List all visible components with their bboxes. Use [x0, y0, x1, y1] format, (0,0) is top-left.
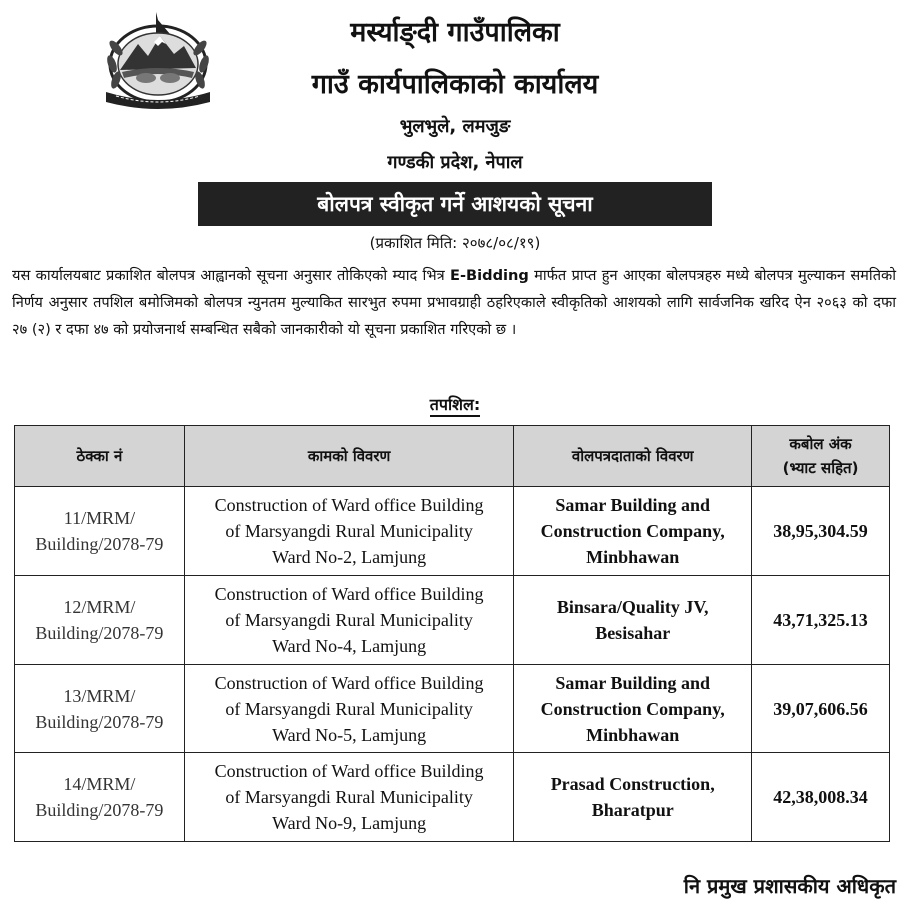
province-name: गण्डकी प्रदेश, नेपाल [387, 152, 523, 173]
notice-title-banner [198, 182, 712, 226]
table-row [15, 665, 890, 753]
col-header-description: कामको विवरण [184, 426, 513, 487]
amount-cell: 43,71,325.13 [752, 576, 890, 665]
amount-cell: 38,95,304.59 [752, 487, 890, 576]
table-row [15, 753, 890, 842]
bidder-cell: Binsara/Quality JV, Besisahar [514, 576, 752, 665]
schedule-heading-text: तपशिल: [430, 395, 480, 417]
description-cell: Construction of Ward office Building of Marsyangdi Rural Municipality Ward No-5, Lamjung [184, 665, 513, 753]
col-header-bidder: वोलपत्रदाताको विवरण [514, 426, 752, 487]
bidder-cell: Samar Building and Construction Company, Minbhawan [514, 487, 752, 576]
bidder-cell: Samar Building and Construction Company, Minbhawan [514, 665, 752, 753]
table-row [15, 576, 890, 665]
description-cell: Construction of Ward office Building of Marsyangdi Rural Municipality Ward No-2, Lamjung [184, 487, 513, 576]
notice-title: बोलपत्र स्वीकृत गर्ने आशयको सूचना [317, 192, 593, 216]
table-header-row [15, 426, 890, 487]
col-header-amount: कबोल अंक (भ्याट सहित) [752, 426, 890, 487]
notice-body-part2: मार्फत प्राप्त हुन आएका बोलपत्रहरु मध्ये बोलपत्र मुल्याकन समतिको निर्णय अनुसार तपशिल बमोजिमको बोलपत्र न्युनतम मुल्याकित सारभुत रुपमा प्रभावग्राही ठहरिएकाले स्वीकृतिको आशयको लागि सार्वजनिक खरिद ऐन २०६३ को दफा २७ (२) र दफा ४७ को प्रयोजनार्थ सम्बन्धित सबैको जानकारीको यो सूचना प्रकाशित गरिएको छ । [12, 267, 896, 338]
amount-cell: 39,07,606.56 [752, 665, 890, 753]
amount-cell: 42,38,008.34 [752, 753, 890, 842]
contract-no-cell: 11/MRM/ Building/2078-79 [15, 487, 185, 576]
notice-body [12, 262, 896, 343]
contract-no-cell: 14/MRM/ Building/2078-79 [15, 753, 185, 842]
notice-body-bold: E-Bidding [449, 267, 529, 284]
col-header-contract-no: ठेक्का नं [15, 426, 185, 487]
bid-acceptance-table [14, 425, 890, 842]
description-cell: Construction of Ward office Building of Marsyangdi Rural Municipality Ward No-4, Lamjung [184, 576, 513, 665]
signatory-title: नि प्रमुख प्रशासकीय अधिकृत [683, 874, 896, 898]
published-date: (प्रकाशित मिति: २०७८/०८/१९) [369, 234, 541, 252]
schedule-heading [0, 393, 910, 415]
contract-no-cell: 12/MRM/ Building/2078-79 [15, 576, 185, 665]
office-location: भुलभुले, लमजुङ [399, 116, 511, 137]
table-row [15, 487, 890, 576]
office-name: गाउँ कार्यपालिकाको कार्यालय [311, 69, 599, 100]
contract-no-cell: 13/MRM/ Building/2078-79 [15, 665, 185, 753]
municipality-name: मर्स्याङ्दी गाउँपालिका [350, 17, 560, 48]
bidder-cell: Prasad Construction, Bharatpur [514, 753, 752, 842]
notice-body-part1: यस कार्यालयबाट प्रकाशित बोलपत्र आह्वानको सूचना अनुसार तोकिएको म्याद भित्र [12, 267, 450, 284]
description-cell: Construction of Ward office Building of Marsyangdi Rural Municipality Ward No-9, Lamjung [184, 753, 513, 842]
